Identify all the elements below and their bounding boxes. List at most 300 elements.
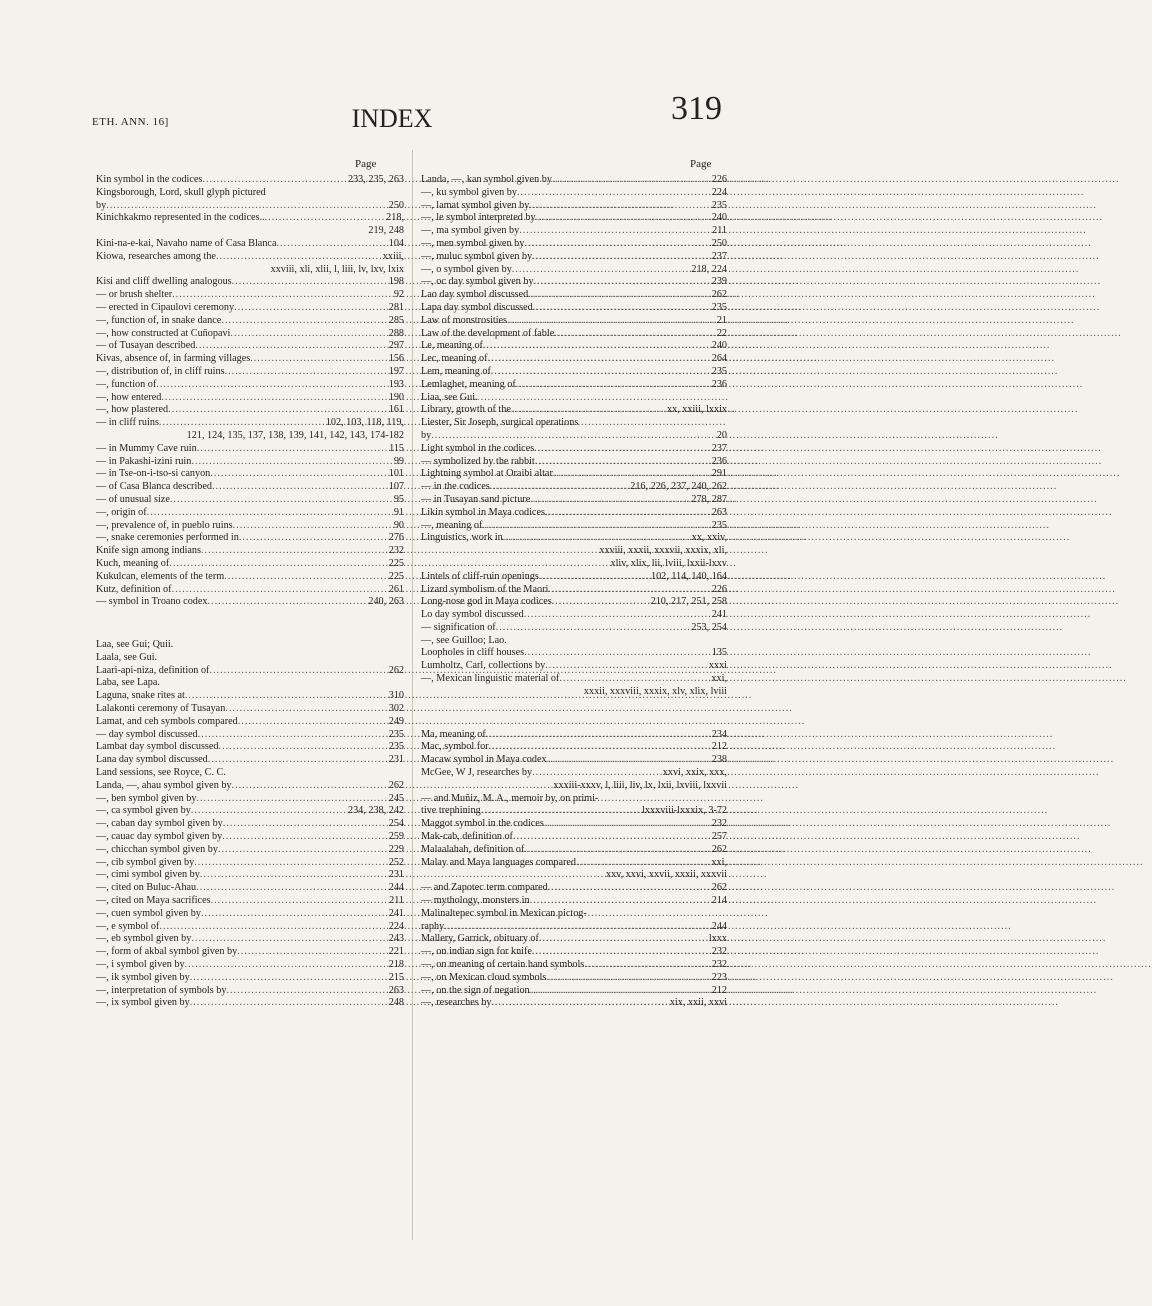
entry-pages: 115 xyxy=(389,442,404,454)
entry-pages: 238 xyxy=(711,754,727,766)
index-entry xyxy=(421,238,727,251)
index-entry xyxy=(96,379,404,392)
entry-pages: 297 xyxy=(388,340,404,352)
entry-pages: 237 xyxy=(711,250,727,262)
index-entry xyxy=(96,366,404,379)
entry-pages: 211 xyxy=(389,895,404,907)
entry-pages: 216, 226, 237, 240, 262 xyxy=(630,481,727,493)
dot-leader xyxy=(276,238,386,251)
index-entry xyxy=(96,831,404,844)
entry-term: —, ma symbol given by xyxy=(421,225,520,237)
entry-pages: lxxx xyxy=(708,933,727,945)
entry-pages: 254 xyxy=(388,818,404,830)
entry-term: —, cauac day symbol given by xyxy=(96,831,223,843)
dot-leader xyxy=(513,831,710,844)
entry-term: — of unusual size xyxy=(96,493,170,505)
entry-pages: 231 xyxy=(388,869,404,881)
index-entry xyxy=(421,933,727,946)
entry-term: —, cited on Maya sacrifices xyxy=(96,895,211,907)
entry-term: Lightning symbol at Oraibi altar xyxy=(421,468,553,480)
entry-continuation: xxviii, xli, xlii, l, liii, lv, lxv, lxix xyxy=(270,263,404,275)
entry-pages: xx, xxiv, xyxy=(691,532,727,544)
dot-leader xyxy=(185,690,387,703)
entry-term: —, oc day symbol given by xyxy=(421,276,534,288)
dot-leader xyxy=(491,366,710,379)
entry-term: —, cited on Buluc-Ahau xyxy=(96,882,197,894)
entry-term: Kisi and cliff dwelling analogous xyxy=(96,276,232,288)
entry-term: —, distribution of, in cliff ruins xyxy=(96,365,225,377)
dot-leader xyxy=(218,844,387,857)
entry-term: Knife sign among indians xyxy=(96,545,201,557)
entry-pages: 235 xyxy=(711,365,727,377)
index-entry xyxy=(421,187,727,200)
index-entry xyxy=(96,302,404,315)
entry-term: —, eb symbol given by xyxy=(96,933,192,945)
entry-continuation: 121, 124, 135, 137, 138, 139, 141, 142, 143, 174-182 xyxy=(186,429,404,441)
dot-leader xyxy=(209,665,386,678)
dot-leader xyxy=(532,767,661,780)
entry-term: Kuch, meaning of xyxy=(96,557,170,569)
entry-pages: xxxi xyxy=(708,660,727,672)
dot-leader xyxy=(147,507,392,520)
entry-term: —, prevalence of, in pueblo ruins xyxy=(96,519,233,531)
entry-pages: 91 xyxy=(393,506,404,518)
entry-term: —, how entered xyxy=(96,391,162,403)
index-entry xyxy=(421,921,727,934)
entry-term: — in the codices xyxy=(421,481,490,493)
dot-leader xyxy=(512,264,690,277)
entry-pages: 99 xyxy=(393,455,404,467)
index-entry xyxy=(96,690,404,703)
dot-leader xyxy=(156,379,386,392)
entry-pages: 245 xyxy=(388,792,404,804)
entry-term: —, on Mexican cloud symbols xyxy=(421,971,547,983)
entry-pages: 224 xyxy=(711,186,727,198)
dot-leader xyxy=(185,959,387,972)
index-entry xyxy=(96,558,404,571)
dot-leader xyxy=(191,456,391,469)
index-entry: Liaa, see Gui. xyxy=(421,391,478,403)
entry-term: Lalakonti ceremony of Tusayan xyxy=(96,703,226,715)
entry-pages: 21 xyxy=(716,314,727,326)
entry-term: —, muluc symbol given by xyxy=(421,250,533,262)
entry-pages: 285 xyxy=(388,314,404,326)
index-entry xyxy=(96,571,404,584)
index-entry: Laa, see Gui; Quii. xyxy=(96,639,174,651)
entry-pages: 250 xyxy=(711,237,727,249)
entry-term: Loopholes in cliff houses xyxy=(421,647,525,659)
index-entry xyxy=(96,729,404,742)
index-entry: Liester, Sir Joseph, surgical operations xyxy=(421,417,579,429)
index-entry xyxy=(421,647,727,660)
dot-leader xyxy=(530,985,710,998)
dot-leader xyxy=(210,468,386,481)
dot-leader xyxy=(202,174,346,187)
index-entry xyxy=(96,238,404,251)
index-entry xyxy=(421,443,727,456)
dot-leader xyxy=(159,417,324,430)
dot-leader xyxy=(545,660,707,673)
entry-term: Light symbol in the codices xyxy=(421,442,535,454)
dot-leader xyxy=(232,276,387,289)
entry-pages: 250 xyxy=(388,199,404,211)
dot-leader xyxy=(250,353,387,366)
index-entry xyxy=(421,767,727,780)
entry-term: Kinichkakmo represented in the codices.. xyxy=(96,212,265,224)
dot-leader xyxy=(161,392,386,405)
entry-pages: 92 xyxy=(393,289,404,301)
entry-pages: 248 xyxy=(388,997,404,1009)
index-entry xyxy=(96,805,404,818)
index-entry xyxy=(421,584,727,597)
index-entry xyxy=(96,481,404,494)
entry-term: — or brush shelter xyxy=(96,289,173,301)
entry-pages: 211 xyxy=(712,225,727,237)
index-entry xyxy=(96,392,404,405)
dot-leader xyxy=(201,908,387,921)
index-entry xyxy=(96,869,404,882)
dot-leader xyxy=(223,818,387,831)
dot-leader xyxy=(533,302,710,315)
entry-pages: 232 xyxy=(711,946,727,958)
entry-term: by xyxy=(96,199,107,211)
entry-term: —, on indian sign for knife xyxy=(421,946,532,958)
dot-leader xyxy=(552,174,710,187)
entry-pages: 229 xyxy=(388,843,404,855)
index-entry xyxy=(96,793,404,806)
entry-pages: 288 xyxy=(388,327,404,339)
entry-term: —, how plastered xyxy=(96,404,169,416)
entry-pages: 215 xyxy=(388,971,404,983)
dot-leader xyxy=(511,404,665,417)
index-entry xyxy=(421,882,727,895)
dot-leader xyxy=(496,622,690,635)
index-entry xyxy=(96,443,404,456)
dot-leader xyxy=(190,972,387,985)
entry-term: —, ku symbol given by xyxy=(421,186,517,198)
entry-term: — in Tse-on-i-tso-si canyon xyxy=(96,468,211,480)
index-entry xyxy=(421,532,727,545)
entry-term: Landa, —, kan symbol given by xyxy=(421,174,552,185)
index-entry xyxy=(421,831,727,844)
entry-pages: 22 xyxy=(716,327,727,339)
entry-term: —, men symbol given by xyxy=(421,237,525,249)
entry-pages: lxxxviii-lxxxix, 3-72 xyxy=(642,805,727,817)
entry-term: Laguna, snake rites at xyxy=(96,690,185,702)
dot-leader xyxy=(194,857,387,870)
entry-term: —, on the sign of negation xyxy=(421,984,530,996)
index-entry xyxy=(421,895,727,908)
entry-term: —, e symbol of xyxy=(96,920,160,932)
dot-leader xyxy=(481,805,640,818)
index-entry xyxy=(421,340,727,353)
entry-term: Macaw symbol in Maya codex xyxy=(421,754,547,766)
index-entry xyxy=(96,818,404,831)
entry-pages: 235 xyxy=(711,199,727,211)
entry-pages: 278, 287 xyxy=(691,493,727,505)
entry-pages: 95 xyxy=(393,493,404,505)
dot-leader xyxy=(519,225,710,238)
dot-leader xyxy=(524,609,710,622)
entry-pages: 237 xyxy=(711,442,727,454)
entry-term: Laari-api-niza, definition of xyxy=(96,664,210,676)
index-entry xyxy=(96,417,404,430)
entry-pages: 263 xyxy=(388,984,404,996)
dot-leader xyxy=(200,869,387,882)
index-entry xyxy=(96,584,404,597)
index-column-right xyxy=(421,174,727,1010)
dot-leader xyxy=(431,430,715,443)
dot-leader xyxy=(238,716,387,729)
entry-term: Le, meaning of xyxy=(421,340,483,352)
entry-pages: 156 xyxy=(388,353,404,365)
entry-term: Lumholtz, Carl, collections by xyxy=(421,660,546,672)
entry-continuation: xxviii, xxxii, xxxvii, xxxix, xli, xyxy=(599,545,727,557)
entry-pages: 193 xyxy=(388,378,404,390)
entry-pages: 232 xyxy=(711,818,727,830)
entry-term: Lapa day symbol discussed xyxy=(421,301,533,313)
index-entry: Kingsborough, Lord, skull glyph pictured xyxy=(96,186,266,198)
dot-leader xyxy=(208,754,387,767)
entry-pages: 212 xyxy=(711,741,727,753)
entry-term: Long-nose god in Maya codices xyxy=(421,596,552,608)
entry-term: — in Tusayan sand picture xyxy=(421,493,531,505)
entry-term: Lec, meaning of xyxy=(421,353,488,365)
entry-term: Lintels of cliff-ruin openings xyxy=(421,570,539,582)
index-entry xyxy=(96,946,404,959)
letter-section-gap xyxy=(421,699,727,729)
entry-term: Law of the development of fable xyxy=(421,327,555,339)
dot-leader xyxy=(208,596,367,609)
index-entry xyxy=(421,857,727,870)
dot-leader xyxy=(584,959,709,972)
dot-leader xyxy=(172,584,387,597)
entry-pages: 281 xyxy=(388,301,404,313)
dot-leader xyxy=(517,187,710,200)
dot-leader xyxy=(232,780,387,793)
dot-leader xyxy=(239,532,387,545)
dot-leader xyxy=(190,997,387,1010)
index-entry xyxy=(421,946,727,959)
entry-pages: 102, 114, 140, 164 xyxy=(650,570,727,582)
dot-leader xyxy=(532,251,710,264)
index-entry xyxy=(96,895,404,908)
index-entry xyxy=(96,716,404,729)
entry-pages: 218, 224 xyxy=(691,263,727,275)
dot-leader xyxy=(524,844,709,857)
entry-term: — erected in Cipaulovi ceremony xyxy=(96,301,235,313)
entry-pages: 262 xyxy=(711,843,727,855)
index-entry xyxy=(421,844,727,857)
dot-leader xyxy=(528,289,709,302)
index-entry xyxy=(421,200,727,213)
entry-term: —, caban day symbol given by xyxy=(96,818,223,830)
entry-term: Lizard symbolism of the Maori xyxy=(421,583,549,595)
entry-pages: 310 xyxy=(388,690,404,702)
index-entry xyxy=(96,972,404,985)
page-number: 319 xyxy=(671,90,722,127)
entry-term: Linguistics, work in xyxy=(421,532,503,544)
dot-leader xyxy=(548,882,710,895)
index-entry xyxy=(96,251,404,264)
entry-pages: 218 xyxy=(388,959,404,971)
index-entry xyxy=(421,264,727,277)
index-entry xyxy=(96,174,404,187)
index-entry xyxy=(421,456,727,469)
entry-pages: 214 xyxy=(711,895,727,907)
entry-pages: 198 xyxy=(388,276,404,288)
entry-pages: 232 xyxy=(711,959,727,971)
index-entry xyxy=(96,665,404,678)
letter-section-gap xyxy=(96,609,404,639)
entry-term: —, cuen symbol given by xyxy=(96,907,201,919)
index-entry xyxy=(421,754,727,767)
dot-leader xyxy=(169,558,386,571)
entry-term: Malaalahah, definition of xyxy=(421,843,525,855)
entry-term: —, function of, in snake dance xyxy=(96,314,222,326)
index-column-left xyxy=(96,174,404,1010)
dot-leader xyxy=(507,315,715,328)
entry-pages: xx, xxiii, lxxix xyxy=(667,404,727,416)
entry-term: —, researches by xyxy=(421,997,492,1009)
dot-leader xyxy=(524,647,710,660)
entry-pages: 90 xyxy=(393,519,404,531)
dot-leader xyxy=(225,703,386,716)
entry-pages: 235 xyxy=(711,301,727,313)
dot-leader xyxy=(516,379,710,392)
entry-term: — in Pakashi-izini ruin xyxy=(96,455,192,467)
entry-term: —, ik symbol given by xyxy=(96,971,190,983)
index-entry xyxy=(421,315,727,328)
entry-pages: xxi, xyxy=(711,673,727,685)
entry-term: —, function of xyxy=(96,378,157,390)
entry-term: Lamat, and ceh symbols compared xyxy=(96,715,238,727)
dot-leader xyxy=(535,456,710,469)
entry-pages: xxiii, xyxy=(382,250,404,262)
dot-leader xyxy=(487,353,709,366)
index-entry xyxy=(421,729,727,742)
entry-term: Law of monstrosities xyxy=(421,314,508,326)
dot-leader xyxy=(503,532,690,545)
entry-term: Kini-na-e-kai, Navaho name of Casa Blanca xyxy=(96,237,277,249)
entry-pages: 223 xyxy=(711,971,727,983)
entry-pages: 262 xyxy=(711,882,727,894)
index-entry xyxy=(96,882,404,895)
index-entry xyxy=(421,174,727,187)
index-entry xyxy=(96,933,404,946)
entry-term: Landa, —, ahau symbol given by xyxy=(96,779,232,791)
entry-pages: 236 xyxy=(711,455,727,467)
index-entry: Laba, see Lapa. xyxy=(96,677,160,689)
entry-term: —, le symbol interpreted by xyxy=(421,212,536,224)
index-entry xyxy=(421,622,727,635)
entry-term: — and Zapotec term compared xyxy=(421,882,548,894)
index-entry xyxy=(96,276,404,289)
index-entry xyxy=(96,494,404,507)
dot-leader xyxy=(197,443,387,456)
entry-pages: 212 xyxy=(711,984,727,996)
entry-pages: 244 xyxy=(388,882,404,894)
entry-term: —, o symbol given by xyxy=(421,263,512,275)
entry-term: —, interpretation of symbols by xyxy=(96,984,227,996)
dot-leader xyxy=(486,729,710,742)
index-entry xyxy=(96,468,404,481)
entry-pages: 276 xyxy=(388,532,404,544)
entry-pages: 20 xyxy=(716,429,727,441)
dot-leader xyxy=(237,946,387,959)
index-entry xyxy=(421,571,727,584)
entry-term: — day symbol discussed xyxy=(96,728,198,740)
dot-leader xyxy=(532,946,710,959)
entry-term: by xyxy=(421,429,432,441)
index-entry xyxy=(96,340,404,353)
entry-pages: 261 xyxy=(388,583,404,595)
dot-leader xyxy=(221,315,386,328)
dot-leader xyxy=(211,895,388,908)
entry-pages: 232 xyxy=(388,545,404,557)
index-entry xyxy=(421,805,727,818)
entry-term: —, cib symbol given by xyxy=(96,856,195,868)
entry-pages: 249 xyxy=(388,715,404,727)
index-entry xyxy=(96,532,404,545)
entry-term: — signification of xyxy=(421,621,496,633)
entry-term: Lo day symbol discussed xyxy=(421,609,524,621)
dot-leader xyxy=(539,933,707,946)
index-entry xyxy=(96,908,404,921)
index-entry xyxy=(421,818,727,831)
dot-leader xyxy=(554,328,715,341)
entry-continuation: xxxiii-xxxv, l, liii, liv, lx, lxii, lxviii, lxxvii xyxy=(553,779,727,791)
entry-pages: 253, 254 xyxy=(691,621,727,633)
index-entry xyxy=(421,959,727,972)
entry-term: Mac, symbol for xyxy=(421,741,489,753)
dot-leader xyxy=(536,212,710,225)
dot-leader xyxy=(530,494,689,507)
entry-pages: 240 xyxy=(711,340,727,352)
index-entry xyxy=(96,985,404,998)
entry-pages: xxi, xyxy=(711,856,727,868)
entry-term: tive trephining xyxy=(421,805,481,817)
entry-pages: 225 xyxy=(388,570,404,582)
index-entry xyxy=(421,494,727,507)
dot-leader xyxy=(539,571,649,584)
entry-term: Library, growth of the xyxy=(421,404,511,416)
index-entry xyxy=(421,660,727,673)
index-entry xyxy=(96,289,404,302)
entry-pages: 302 xyxy=(388,703,404,715)
dot-leader xyxy=(534,443,710,456)
index-entry xyxy=(96,780,404,793)
dot-leader xyxy=(224,571,387,584)
entry-pages: 241 xyxy=(388,907,404,919)
dot-leader xyxy=(172,289,392,302)
dot-leader xyxy=(547,754,710,767)
dot-leader xyxy=(548,584,709,597)
dot-leader xyxy=(222,831,387,844)
dot-leader xyxy=(159,921,386,934)
entry-term: —, origin of xyxy=(96,506,147,518)
index-entry xyxy=(96,520,404,533)
dot-leader xyxy=(482,520,709,533)
index-entry xyxy=(421,985,727,998)
dot-leader xyxy=(226,985,386,998)
index-entry xyxy=(421,507,727,520)
index-entry xyxy=(96,404,404,417)
entry-term: Kivas, absence of, in farming villages xyxy=(96,353,251,365)
entry-term: — mythology, monsters in xyxy=(421,895,530,907)
entry-pages: 241 xyxy=(711,609,727,621)
entry-term: Lana day symbol discussed xyxy=(96,754,208,766)
